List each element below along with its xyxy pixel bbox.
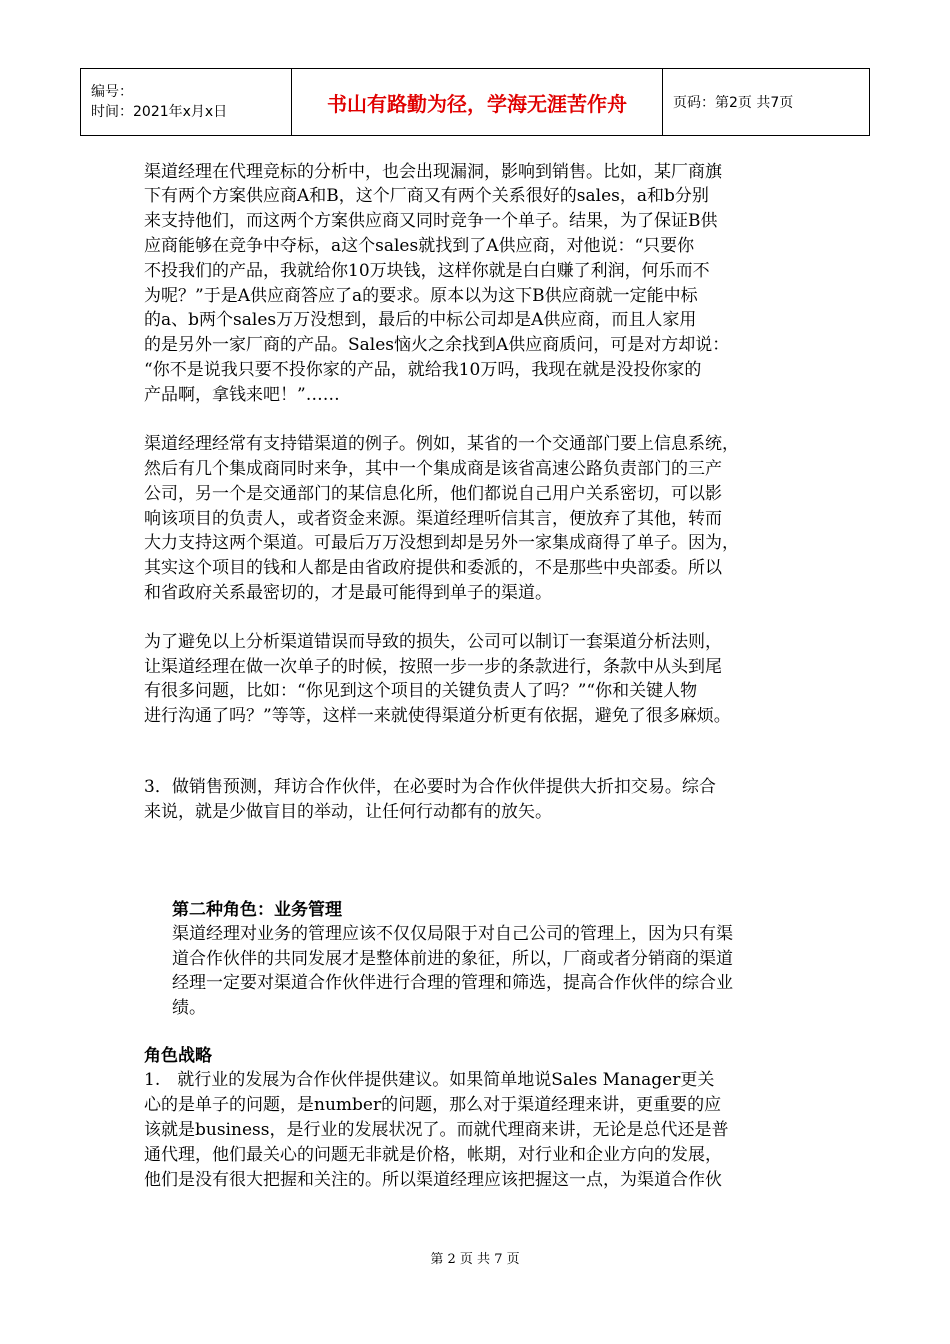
header-table — [80, 68, 870, 136]
paragraph-line: 来说，就是少做盲目的举动，让任何行动都有的放矢。 — [144, 802, 552, 822]
paragraph-line: 道合作伙伴的共同发展才是整体前进的象征，所以，厂商或者分销商的渠道 — [172, 949, 733, 969]
paragraph-line: 的是另外一家厂商的产品。Sales恼火之余找到A供应商质问，可是对方却说： — [144, 335, 730, 355]
paragraph-line: 来支持他们，而这两个方案供应商又同时竞争一个单子。结果，为了保证B供 — [144, 211, 718, 231]
motto: 书山有路勤为径，学海无涯苦作舟 — [292, 69, 663, 136]
time-label: 时间：2021年x月x日 — [91, 104, 228, 120]
page-footer: 第 2 页 共 7 页 — [430, 1252, 520, 1267]
paragraph-line: 大力支持这两个渠道。可最后万万没想到却是另外一家集成商得了单子。因为， — [144, 533, 739, 553]
paragraph-line: 3．做销售预测，拜访合作伙伴，在必要时为合作伙伴提供大折扣交易。综合 — [144, 777, 716, 797]
paragraph-line: 经理一定要对渠道合作伙伴进行合理的管理和筛选，提高合作伙伴的综合业 — [172, 973, 733, 993]
paragraph-line: 渠道经理在代理竞标的分析中，也会出现漏洞，影响到销售。比如，某厂商旗 — [144, 162, 722, 182]
code-label: 编号： — [91, 84, 133, 100]
page-info: 页码：第2页 共7页 — [663, 69, 870, 136]
paragraph-line: “你不是说我只要不投你家的产品，就给我10万吗，我现在就是没投你家的 — [144, 360, 702, 380]
paragraph-line: 产品啊，拿钱来吧！”…… — [144, 385, 340, 405]
paragraph-line: 1. 就行业的发展为合作伙伴提供建议。如果简单地说Sales Manager更关 — [144, 1070, 715, 1090]
paragraph-line: 心的是单子的问题，是number的问题，那么对于渠道经理来讲，更重要的应 — [144, 1095, 722, 1115]
header-left-cell — [81, 69, 292, 136]
paragraph-line: 进行沟通了吗？”等等，这样一来就使得渠道分析更有依据，避免了很多麻烦。 — [144, 706, 731, 726]
section-heading: 第二种角色：业务管理 — [172, 900, 342, 920]
paragraph-line: 有很多问题，比如：“你见到这个项目的关键负责人了吗？”“你和关键人物 — [144, 681, 698, 701]
section-heading: 角色战略 — [144, 1046, 212, 1066]
paragraph-line: 然后有几个集成商同时来争，其中一个集成商是该省高速公路负责部门的三产 — [144, 459, 722, 479]
paragraph-line: 渠道经理经常有支持错渠道的例子。例如，某省的一个交通部门要上信息系统， — [144, 434, 739, 454]
paragraph-line: 其实这个项目的钱和人都是由省政府提供和委派的，不是那些中央部委。所以 — [144, 558, 722, 578]
paragraph-line: 下有两个方案供应商A和B，这个厂商又有两个关系很好的sales，a和b分别 — [144, 186, 709, 206]
paragraph-line: 的a、b两个sales万万没想到，最后的中标公司却是A供应商，而且人家用 — [144, 310, 697, 330]
paragraph-line: 为了避免以上分析渠道错误而导致的损失，公司可以制订一套渠道分析法则， — [144, 632, 722, 652]
paragraph-line: 通代理，他们最关心的问题无非就是价格，帐期，对行业和企业方向的发展， — [144, 1145, 722, 1165]
paragraph-line: 为呢？”于是A供应商答应了a的要求。原本以为这下B供应商就一定能中标 — [144, 286, 698, 306]
paragraph-line: 绩。 — [172, 998, 206, 1018]
paragraph-line: 响该项目的负责人，或者资金来源。渠道经理听信其言，便放弃了其他，转而 — [144, 509, 722, 529]
paragraph-line: 渠道经理对业务的管理应该不仅仅局限于对自己公司的管理上，因为只有渠 — [172, 924, 733, 944]
paragraph-line: 该就是business，是行业的发展状况了。而就代理商来讲，无论是总代还是普 — [144, 1120, 729, 1140]
paragraph-line: 让渠道经理在做一次单子的时候，按照一步一步的条款进行，条款中从头到尾 — [144, 657, 722, 677]
paragraph-line: 公司，另一个是交通部门的某信息化所，他们都说自己用户关系密切，可以影 — [144, 484, 722, 504]
paragraph-line: 和省政府关系最密切的，才是最可能得到单子的渠道。 — [144, 583, 552, 603]
paragraph-line: 不投我们的产品，我就给你10万块钱，这样你就是白白赚了利润，何乐而不 — [144, 261, 710, 281]
paragraph-line: 他们是没有很大把握和关注的。所以渠道经理应该把握这一点，为渠道合作伙 — [144, 1170, 722, 1190]
paragraph-line: 应商能够在竞争中夺标，a这个sales就找到了A供应商，对他说：“只要你 — [144, 236, 695, 256]
